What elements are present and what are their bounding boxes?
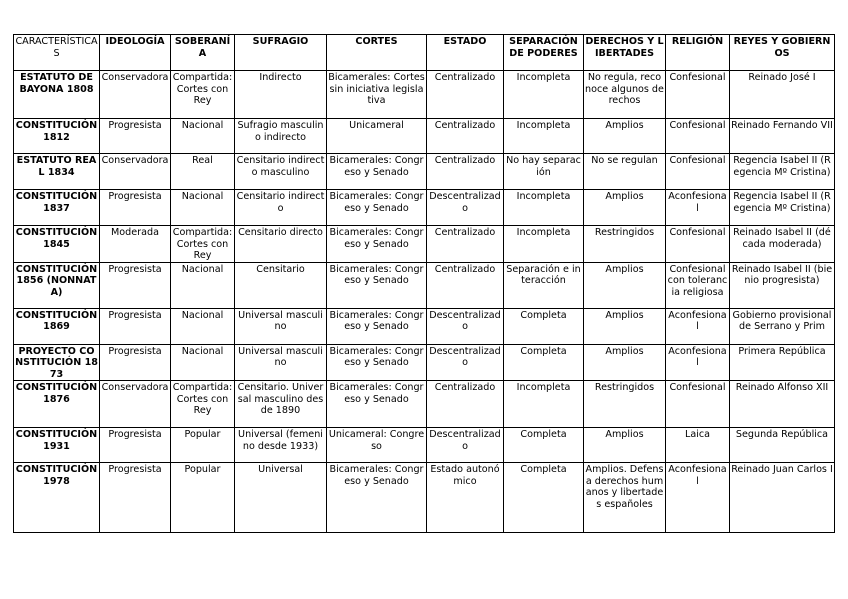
cell-estado: Descentralizado xyxy=(427,428,504,463)
cell-ideologia: Progresista xyxy=(100,308,171,344)
cell-sufragio: Sufragio masculino indirecto xyxy=(235,119,327,154)
table-row xyxy=(14,119,835,154)
cell-estado: Centralizado xyxy=(427,154,504,190)
cell-estado: Centralizado xyxy=(427,262,504,308)
cell-derechos-libertades: Amplios xyxy=(584,428,666,463)
cell-ideologia: Progresista xyxy=(100,428,171,463)
cell-estado: Descentralizado xyxy=(427,344,504,381)
cell-sufragio: Universal masculino xyxy=(235,308,327,344)
cell-cortes: Bicamerales: Congreso y Senado xyxy=(327,154,427,190)
cell-religion: Aconfesional xyxy=(666,308,730,344)
cell-sufragio: Censitario directo xyxy=(235,226,327,263)
cell-religion: Laica xyxy=(666,428,730,463)
header-religion: RELIGIÓN xyxy=(666,35,730,71)
cell-cortes: Bicamerales: Congreso y Senado xyxy=(327,226,427,263)
cell-soberania: Compartida: Cortes con Rey xyxy=(171,226,235,263)
cell-estado: Estado autonómico xyxy=(427,463,504,533)
cell-derechos-libertades: No regula, reconoce algunos derechos xyxy=(584,71,666,119)
cell-caracteristicas: CONSTITUCIÓN 1869 xyxy=(14,308,100,344)
cell-sufragio: Universal xyxy=(235,463,327,533)
cell-separacion-poderes: Completa xyxy=(504,463,584,533)
cell-derechos-libertades: Amplios xyxy=(584,262,666,308)
cell-religion: Aconfesional xyxy=(666,190,730,226)
cell-reyes-gobiernos: Reinado Isabel II (década moderada) xyxy=(730,226,835,263)
cell-separacion-poderes: No hay separación xyxy=(504,154,584,190)
cell-cortes: Bicamerales: Congreso y Senado xyxy=(327,190,427,226)
header-estado: ESTADO xyxy=(427,35,504,71)
cell-separacion-poderes: Completa xyxy=(504,428,584,463)
cell-sufragio: Universal (femenino desde 1933) xyxy=(235,428,327,463)
cell-ideologia: Progresista xyxy=(100,463,171,533)
cell-derechos-libertades: Amplios xyxy=(584,308,666,344)
cell-estado: Centralizado xyxy=(427,226,504,263)
cell-ideologia: Progresista xyxy=(100,344,171,381)
cell-derechos-libertades: Amplios xyxy=(584,190,666,226)
cell-estado: Centralizado xyxy=(427,119,504,154)
cell-reyes-gobiernos: Reinado José I xyxy=(730,71,835,119)
cell-caracteristicas: CONSTITUCIÓN 1837 xyxy=(14,190,100,226)
table-row xyxy=(14,154,835,190)
cell-religion: Confesional xyxy=(666,381,730,428)
cell-cortes: Bicamerales: Congreso y Senado xyxy=(327,308,427,344)
cell-reyes-gobiernos: Primera República xyxy=(730,344,835,381)
cell-estado: Centralizado xyxy=(427,381,504,428)
cell-soberania: Popular xyxy=(171,428,235,463)
cell-religion: Aconfesional xyxy=(666,344,730,381)
cell-religion: Confesional con tolerancia religiosa xyxy=(666,262,730,308)
header-reyes-gobiernos: REYES Y GOBIERNOS xyxy=(730,35,835,71)
cell-religion: Confesional xyxy=(666,119,730,154)
cell-caracteristicas: CONSTITUCIÓN 1876 xyxy=(14,381,100,428)
cell-soberania: Popular xyxy=(171,463,235,533)
header-sufragio: SUFRAGIO xyxy=(235,35,327,71)
cell-religion: Confesional xyxy=(666,71,730,119)
table-row xyxy=(14,190,835,226)
cell-caracteristicas: PROYECTO CONSTITUCIÓN 1873 xyxy=(15,345,98,380)
header-derechos-libertades: DERECHOS Y LIBERTADES xyxy=(584,35,666,71)
cell-religion: Confesional xyxy=(666,154,730,190)
cell-caracteristicas: CONSTITUCIÓN 1845 xyxy=(14,226,100,263)
cell-soberania: Real xyxy=(171,154,235,190)
cell-soberania: Nacional xyxy=(171,344,235,381)
cell-soberania: Compartida: Cortes con Rey xyxy=(171,381,235,428)
table-row xyxy=(14,71,835,119)
cell-caracteristicas: CONSTITUCIÓN 1856 (NONNATA) xyxy=(14,262,100,308)
cell-sufragio: Censitario indirecto masculino xyxy=(235,154,327,190)
cell-reyes-gobiernos: Regencia Isabel II (Regencia Mº Cristina) xyxy=(730,190,835,226)
cell-separacion-poderes: Separación e interacción xyxy=(504,262,584,308)
cell-derechos-libertades: Restringidos xyxy=(584,226,666,263)
header-soberania: SOBERANÍA xyxy=(171,35,235,71)
cell-cortes: Bicamerales: Cortes sin iniciativa legislativa xyxy=(327,71,427,119)
cell-cortes: Unicameral: Congreso xyxy=(327,428,427,463)
cell-cortes: Bicamerales: Congreso y Senado xyxy=(327,344,427,381)
cell-reyes-gobiernos: Regencia Isabel II (Regencia Mº Cristina) xyxy=(730,154,835,190)
cell-sufragio: Censitario. Universal masculino desde 1890 xyxy=(235,381,327,428)
cell-estado: Descentralizado xyxy=(427,308,504,344)
cell-ideologia: Progresista xyxy=(100,190,171,226)
table-row xyxy=(14,428,835,463)
header-caracteristicas: CARACTERÍSTICAS xyxy=(14,35,100,71)
cell-sufragio: Censitario indirecto xyxy=(235,190,327,226)
table-row xyxy=(14,344,835,381)
cell-caracteristicas: ESTATUTO DE BAYONA 1808 xyxy=(14,71,100,119)
cell-reyes-gobiernos: Reinado Juan Carlos I xyxy=(730,463,835,533)
cell-derechos-libertades: No se regulan xyxy=(584,154,666,190)
cell-sufragio: Universal masculino xyxy=(235,344,327,381)
cell-estado: Descentralizado xyxy=(427,190,504,226)
cell-caracteristicas: CONSTITUCIÓN 1931 xyxy=(14,428,100,463)
cell-separacion-poderes: Incompleta xyxy=(504,119,584,154)
header-separacion-poderes: SEPARACIÓN DE PODERES xyxy=(504,35,584,71)
cell-derechos-libertades: Amplios xyxy=(584,119,666,154)
cell-reyes-gobiernos: Gobierno provisional de Serrano y Prim xyxy=(730,308,835,344)
cell-sufragio: Censitario xyxy=(235,262,327,308)
cell-ideologia: Progresista xyxy=(100,119,171,154)
cell-separacion-poderes: Incompleta xyxy=(504,381,584,428)
table-row xyxy=(14,308,835,344)
cell-separacion-poderes: Incompleta xyxy=(504,226,584,263)
cell-separacion-poderes: Completa xyxy=(504,308,584,344)
cell-caracteristicas: ESTATUTO REAL 1834 xyxy=(14,154,100,190)
constitutions-table xyxy=(13,34,835,533)
table-row xyxy=(14,381,835,428)
cell-separacion-poderes: Incompleta xyxy=(504,190,584,226)
cell-separacion-poderes: Completa xyxy=(504,344,584,381)
cell-derechos-libertades: Amplios. Defensa derechos humanos y libertades españoles xyxy=(584,463,666,533)
cell-ideologia: Conservadora xyxy=(100,71,171,119)
cell-soberania: Nacional xyxy=(171,190,235,226)
cell-cortes: Bicamerales: Congreso y Senado xyxy=(327,262,427,308)
cell-reyes-gobiernos: Reinado Alfonso XII xyxy=(730,381,835,428)
cell-soberania: Compartida: Cortes con Rey xyxy=(171,71,235,119)
cell-religion: Confesional xyxy=(666,226,730,263)
cell-ideologia: Progresista xyxy=(100,262,171,308)
cell-ideologia: Conservadora xyxy=(100,381,171,428)
cell-cortes: Unicameral xyxy=(327,119,427,154)
cell-reyes-gobiernos: Reinado Fernando VII xyxy=(730,119,835,154)
header-cortes: CORTES xyxy=(327,35,427,71)
cell-sufragio: Indirecto xyxy=(235,71,327,119)
cell-derechos-libertades: Restringidos xyxy=(584,381,666,428)
cell-religion: Aconfesional xyxy=(666,463,730,533)
cell-estado: Centralizado xyxy=(427,71,504,119)
header-row xyxy=(14,35,835,71)
cell-soberania: Nacional xyxy=(171,262,235,308)
cell-reyes-gobiernos: Reinado Isabel II (bienio progresista) xyxy=(730,262,835,308)
cell-separacion-poderes: Incompleta xyxy=(504,71,584,119)
cell-caracteristicas: CONSTITUCIÓN 1978 xyxy=(14,463,100,533)
cell-soberania: Nacional xyxy=(171,308,235,344)
cell-ideologia: Moderada xyxy=(100,226,171,263)
cell-soberania: Nacional xyxy=(171,119,235,154)
cell-cortes: Bicamerales: Congreso y Senado xyxy=(327,381,427,428)
table-row xyxy=(14,463,835,533)
cell-caracteristicas: CONSTITUCIÓN 1812 xyxy=(14,119,100,154)
cell-derechos-libertades: Amplios xyxy=(584,344,666,381)
cell-reyes-gobiernos: Segunda República xyxy=(730,428,835,463)
table-row xyxy=(14,262,835,308)
table-row xyxy=(14,226,835,263)
header-ideologia: IDEOLOGÍA xyxy=(100,35,171,71)
cell-ideologia: Conservadora xyxy=(100,154,171,190)
cell-cortes: Bicamerales: Congreso y Senado xyxy=(327,463,427,533)
